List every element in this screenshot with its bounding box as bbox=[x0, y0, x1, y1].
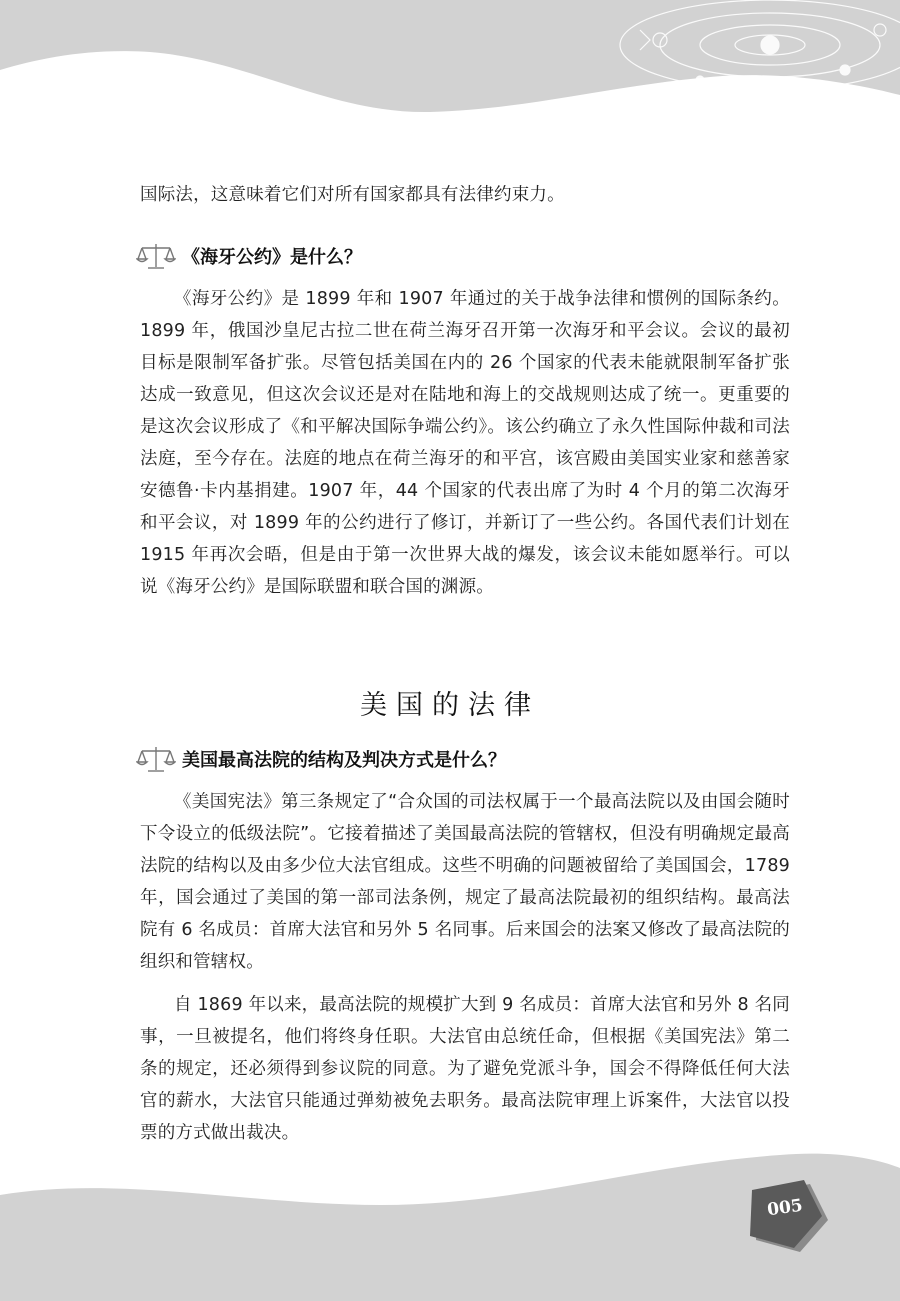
court-paragraph-1: 《美国宪法》第三条规定了“合众国的司法权属于一个最高法院以及由国会随时下令设立的低级法院”。它接着描述了美国最高法院的管辖权，但没有明确规定最高法院的结构以及由多少位大法官组成。这些不明确的问题被留给了美国国会，1789 年，国会通过了美国的第一部司法条例，规定了最高法院最初的组织结构。最高法院有 6 名成员：首席大法官和另外 5 名同事。后来国会的法案又修改了最高法院的组织和管辖权。 bbox=[140, 792, 790, 972]
scales-of-justice-icon bbox=[136, 241, 176, 271]
hague-paragraph: 《海牙公约》是 1899 年和 1907 年通过的关于战争法律和惯例的国际条约。1899 年，俄国沙皇尼古拉二世在荷兰海牙召开第一次海牙和平会议。会议的最初目标是限制军备扩张。尽管包括美国在内的 26 个国家的代表未能就限制军备扩张达成一致意见，但这次会议还是对在陆地和海上的交战规则达成了统一。更重要的是这次会议形成了《和平解决国际争端公约》。该公约确立了永久性国际仲裁和司法法庭，至今存在。法庭的地点在荷兰海牙的和平宫，该宫殿由美国实业家和慈善家安德鲁·卡内基捐建。1907 年，44 个国家的代表出席了为时 4 个月的第二次海牙和平会议，对 1899 年的公约进行了修订，并新订了一些公约。各国代表们计划在 1915 年再次会晤，但是由于第一次世界大战的爆发，该会议未能如愿举行。可以说《海牙公约》是国际联盟和联合国的渊源。 bbox=[140, 289, 790, 597]
hague-heading-text: 《海牙公约》是什么？ bbox=[182, 247, 362, 268]
scales-of-justice-icon bbox=[136, 744, 176, 774]
header-wave bbox=[0, 0, 900, 135]
page-number: 005 bbox=[766, 1195, 804, 1221]
court-heading-text: 美国最高法院的结构及判决方式是什么？ bbox=[182, 750, 506, 771]
intro-end-paragraph: 国际法，这意味着它们对所有国家都具有法律约束力。 bbox=[140, 185, 565, 205]
section-title: 美国的法律 bbox=[360, 690, 540, 721]
court-paragraph-2: 自 1869 年以来，最高法院的规模扩大到 9 名成员：首席大法官和另外 8 名同事，一旦被提名，他们将终身任职。大法官由总统任命，但根据《美国宪法》第二条的规定，还必须得到参议院的同意。为了避免党派斗争，国会不得降低任何大法官的薪水，大法官只能通过弹劾被免去职务。最高法院审理上诉案件，大法官以投票的方式做出裁决。 bbox=[140, 995, 790, 1143]
hague-heading bbox=[136, 240, 362, 272]
court-heading bbox=[136, 743, 506, 775]
